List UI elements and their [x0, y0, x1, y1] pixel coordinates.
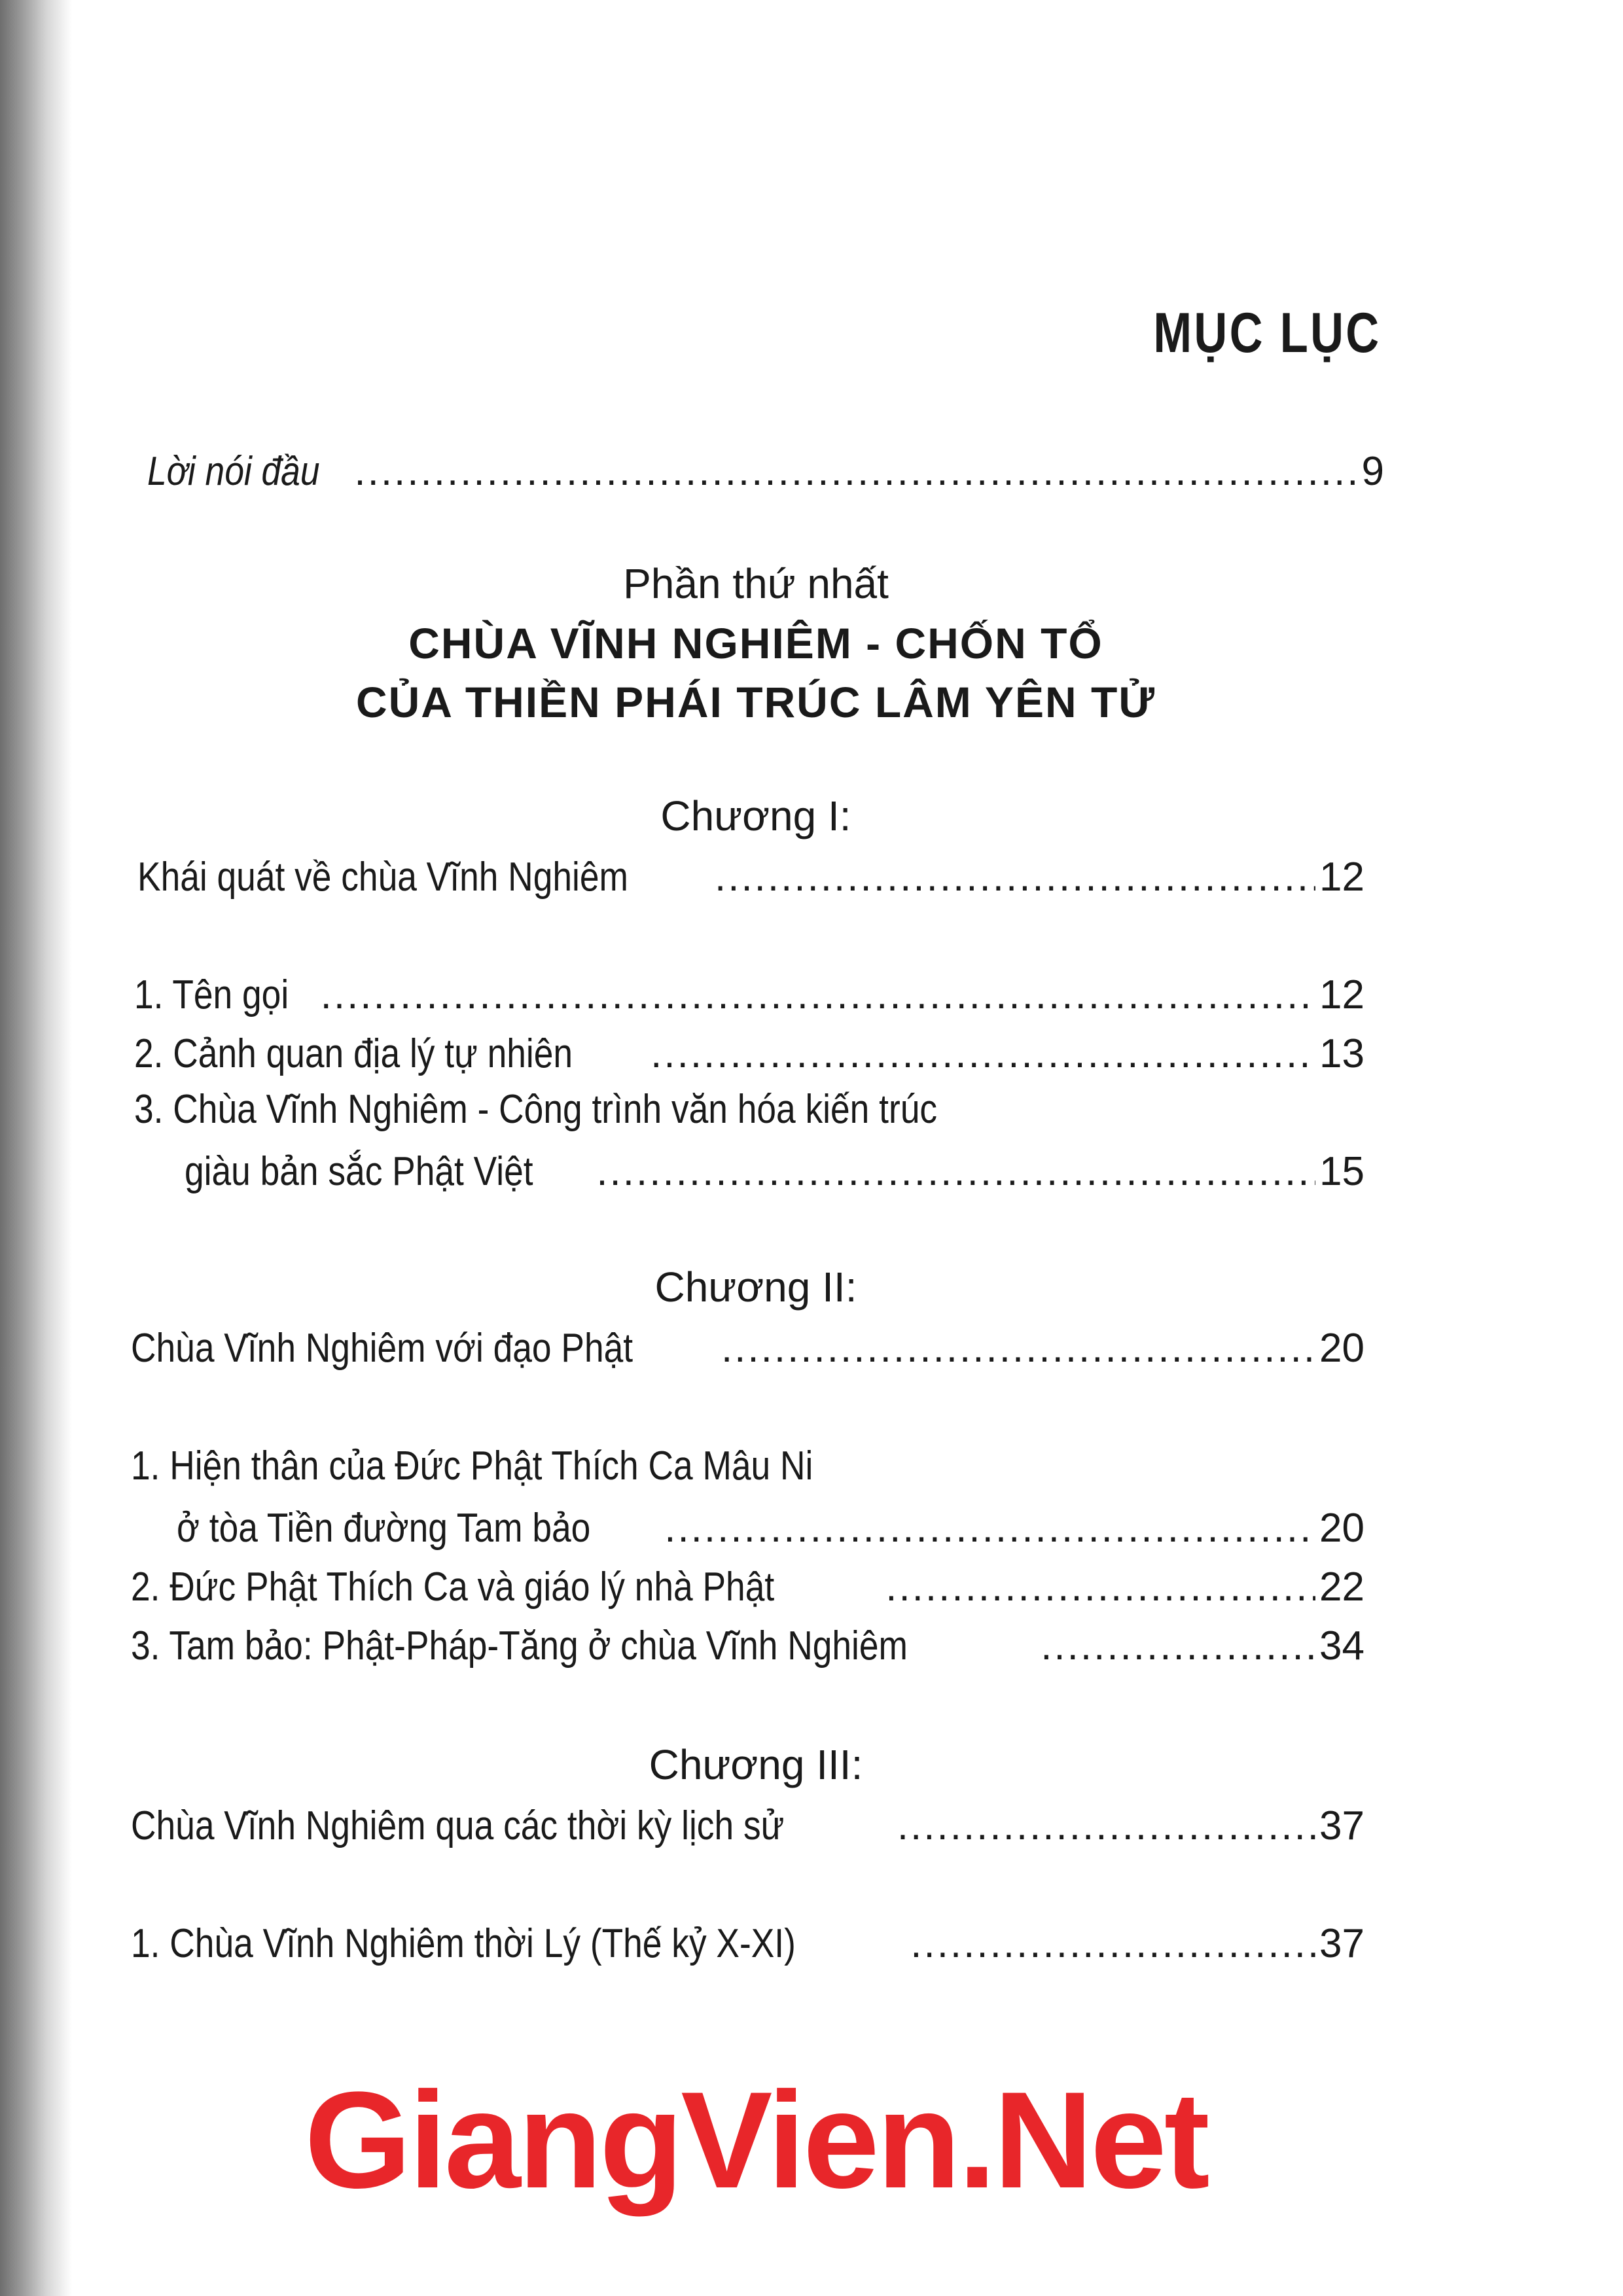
dot-leader	[1041, 1623, 1315, 1669]
toc-item-label: 3. Tam bảo: Phật-Pháp-Tăng ở chùa Vĩnh Nghiêm	[131, 1623, 908, 1669]
toc-chapter-2[interactable]	[131, 1325, 1364, 1371]
toc-item[interactable]	[185, 1148, 1364, 1195]
toc-item[interactable]	[177, 1505, 1364, 1551]
toc-item[interactable]	[131, 1920, 1364, 1967]
toc-entry-preface[interactable]	[147, 448, 1384, 495]
toc-page-number: 15	[1319, 1149, 1364, 1194]
toc-item-label: 3. Chùa Vĩnh Nghiêm - Công trình văn hóa kiến trúc	[134, 1087, 938, 1132]
dot-leader	[354, 448, 1357, 495]
toc-item-label: 1. Tên gọi	[134, 972, 289, 1017]
toc-chapter-1[interactable]	[137, 854, 1364, 900]
part-label: Phần thứ nhất	[623, 560, 889, 607]
dot-leader	[715, 854, 1315, 900]
toc-page-number: 20	[1319, 1326, 1364, 1371]
toc-page-number: 37	[1319, 1921, 1364, 1966]
toc-item-label: 1. Chùa Vĩnh Nghiêm thời Lý (Thế kỷ X-XI)	[131, 1921, 796, 1966]
toc-page-number: 9	[1361, 449, 1384, 494]
toc-item-label-continued: giàu bản sắc Phật Việt	[185, 1149, 533, 1194]
dot-leader	[885, 1564, 1315, 1610]
part-title-line1: CHÙA VĨNH NGHIÊM - CHỐN TỔ	[408, 619, 1103, 667]
toc-item-label: 2. Cảnh quan địa lý tự nhiên	[134, 1031, 573, 1076]
chapter-label: Chương II:	[654, 1263, 857, 1311]
toc-page-number: 37	[1319, 1803, 1364, 1848]
toc-chapter-title: Chùa Vĩnh Nghiêm qua các thời kỳ lịch sử	[131, 1803, 785, 1848]
toc-chapter-title: Khái quát về chùa Vĩnh Nghiêm	[137, 855, 628, 900]
toc-page-number: 34	[1319, 1623, 1364, 1669]
dot-leader	[596, 1148, 1315, 1195]
toc-page-number: 20	[1319, 1506, 1364, 1551]
toc-item[interactable]	[131, 1623, 1364, 1669]
dot-leader	[664, 1505, 1315, 1551]
watermark-text: GiangVien.Net	[304, 2063, 1207, 2217]
toc-item[interactable]	[134, 1031, 1364, 1077]
dot-leader	[910, 1920, 1315, 1967]
toc-page-number: 22	[1319, 1564, 1364, 1610]
dot-leader	[321, 972, 1315, 1018]
toc-item[interactable]	[131, 1564, 1364, 1610]
toc-chapter-3[interactable]	[131, 1803, 1364, 1849]
dot-leader	[721, 1325, 1315, 1371]
page-title: MỤC LỤC	[1152, 302, 1381, 364]
book-spine-shadow	[0, 0, 72, 2296]
chapter-label: Chương I:	[660, 792, 851, 839]
toc-item-label-continued: ở tòa Tiền đường Tam bảo	[177, 1506, 591, 1551]
toc-item-label: 2. Đức Phật Thích Ca và giáo lý nhà Phật	[131, 1564, 775, 1610]
dot-leader	[897, 1803, 1315, 1849]
chapter-label: Chương III:	[649, 1741, 863, 1788]
dot-leader	[651, 1031, 1315, 1077]
toc-page-number: 12	[1319, 972, 1364, 1017]
part-title-line2: CỦA THIỀN PHÁI TRÚC LÂM YÊN TỬ	[355, 678, 1156, 726]
toc-item[interactable]	[134, 972, 1364, 1018]
toc-chapter-title: Chùa Vĩnh Nghiêm với đạo Phật	[131, 1326, 633, 1371]
toc-page-number: 12	[1319, 855, 1364, 900]
toc-page-number: 13	[1319, 1031, 1364, 1076]
toc-entry-label: Lời nói đầu	[147, 449, 320, 494]
toc-item-label: 1. Hiện thân của Đức Phật Thích Ca Mâu Ni	[131, 1443, 813, 1489]
